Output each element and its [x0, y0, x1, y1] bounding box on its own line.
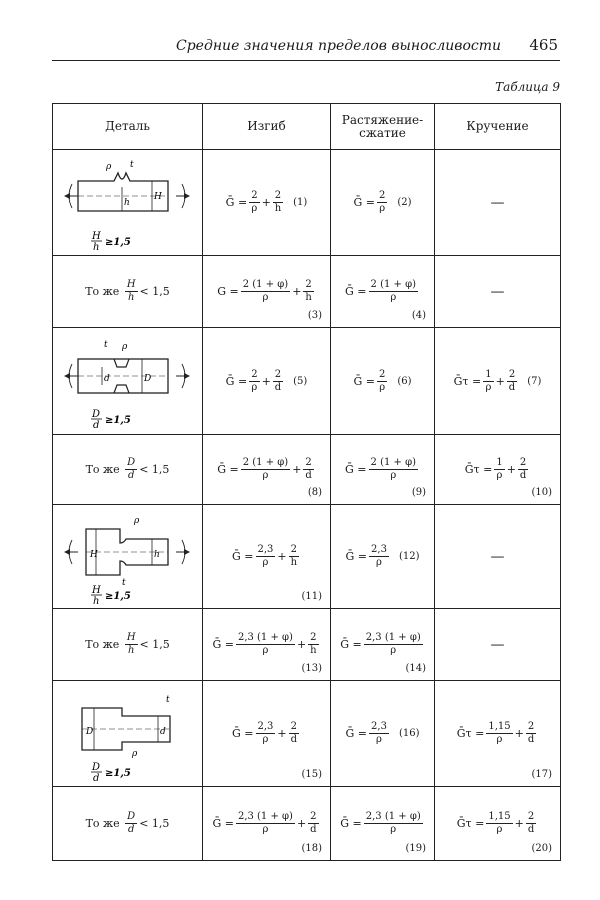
bending-cell: [203, 150, 331, 256]
tension-cell: [331, 787, 435, 861]
detail-cell: [53, 681, 203, 787]
sketch-label: t: [103, 340, 108, 350]
equation-number: (9): [411, 487, 426, 498]
formula: Ḡ = $\frac{2,3 (1 + \varphi)}{\rho}$ + $\frac{2}{d}$: [212, 811, 317, 835]
equation-number: (20): [531, 843, 552, 854]
detail-cell: [53, 505, 203, 609]
formula: Ḡ = $\frac{2 (1 + \varphi)}{\rho}$: [345, 457, 416, 481]
sketch-ratio-den: h: [92, 241, 99, 253]
sketch-ratio-den: d: [92, 772, 99, 784]
equation-number: (18): [301, 843, 322, 854]
table-row: [53, 787, 561, 861]
sketch-ratio-value: ≥1,5: [104, 767, 131, 779]
tension-cell: [331, 681, 435, 787]
sketch-label: H: [153, 191, 162, 202]
detail-cell: [53, 609, 203, 681]
fraction: $\frac{2}{\rho}$: [378, 368, 386, 393]
bending-cell: [203, 505, 331, 609]
table-row: [53, 435, 561, 505]
no-value-dash: —: [490, 283, 505, 300]
sketch-ratio-num: H: [91, 230, 101, 242]
no-value-dash: —: [490, 194, 505, 211]
fraction: $\frac{1}{\rho}$: [496, 457, 503, 481]
formula: Ḡτ = $\frac{1}{\rho}$ + $\frac{2}{d}$: [464, 457, 527, 481]
fraction: $\frac{2}{d}$: [290, 721, 298, 745]
formula: Ḡτ = $\frac{1,15}{\rho}$ + $\frac{2}{d}$: [456, 721, 535, 745]
tension-cell: [331, 256, 435, 328]
equation-number: (5): [293, 375, 308, 387]
bending-cell: [203, 787, 331, 861]
torsion-cell: [435, 505, 561, 609]
formula: Ḡ = $\frac{2}{\rho}$: [353, 368, 386, 393]
sketch-label: h: [153, 549, 160, 560]
fraction: $\frac{2 (1 + \varphi)}{\rho}$: [370, 457, 416, 481]
part-sketch-step-flat-plate: [62, 507, 194, 607]
fraction: $\frac{2}{\rho}$: [251, 368, 258, 393]
tension-cell: [331, 435, 435, 505]
no-value-dash: —: [490, 548, 505, 565]
fraction: $\frac{2}{d}$: [508, 368, 516, 393]
tension-cell: [331, 150, 435, 256]
sketch-ratio-value: ≥1,5: [104, 236, 131, 248]
sketch-label: D: [143, 374, 151, 384]
equation-number: (4): [411, 310, 426, 321]
part-sketch-step-round-shaft: [62, 684, 194, 784]
sketch-label: ρ: [121, 342, 127, 352]
detail-cell: [53, 787, 203, 861]
fraction: $\frac{1}{\rho}$: [485, 368, 492, 393]
table-row: [53, 681, 561, 787]
fraction: $\frac{2}{d}$: [519, 457, 527, 481]
formula: Ḡτ = $\frac{1}{\rho}$ + $\frac{2}{d}$: [453, 368, 516, 393]
equation-number: (10): [531, 487, 552, 498]
equation-number: (16): [398, 728, 420, 739]
formula: Ḡ = $\frac{2,3}{\rho}$ + $\frac{2}{d}$: [231, 721, 298, 745]
sketch-label: t: [165, 694, 170, 705]
sketch-label: t: [121, 577, 126, 588]
fraction: $\frac{2}{\rho}$: [378, 190, 386, 214]
tension-cell: [331, 328, 435, 435]
formula: Ḡ = $\frac{2,3}{\rho}$ + $\frac{2}{h}$: [231, 544, 298, 568]
fraction: $\frac{2,3}{\rho}$: [371, 544, 387, 568]
no-value-dash: —: [490, 636, 505, 653]
fraction: $\frac{2,3}{\rho}$: [371, 721, 387, 745]
page-number: 465: [529, 36, 558, 54]
fraction: $\frac{2}{d}$: [305, 457, 312, 481]
sketch-label: H: [89, 549, 98, 560]
fraction: $\frac{2}{h}$: [290, 544, 298, 568]
same-as-above-condition: То же $\frac{D}{d}$ < 1,5: [85, 457, 170, 481]
tension-cell: [331, 505, 435, 609]
fraction: $\frac{1,15}{\rho}$: [488, 811, 511, 835]
same-as-above-condition: То же $\frac{H}{h}$ < 1,5: [85, 632, 170, 656]
equation-number: (17): [531, 769, 552, 780]
sketch-label: ρ: [105, 161, 111, 172]
table-row: [53, 150, 561, 256]
fraction: $\frac{2}{d}$: [527, 721, 535, 745]
sketch-ratio-num: H: [91, 584, 101, 596]
formula: Ḡ = $\frac{2,3 (1 + \varphi)}{\rho}$ + $\frac{2}{h}$: [212, 632, 317, 656]
table-row: [53, 256, 561, 328]
torsion-cell: [435, 328, 561, 435]
formula: Ḡ = $\frac{2}{\rho}$ + $\frac{2}{h}$: [225, 190, 282, 214]
sketch-label: d: [159, 726, 166, 737]
table-label: Таблица 9: [495, 80, 560, 94]
part-sketch-groove-round-shaft: [62, 331, 194, 431]
detail-cell: [53, 256, 203, 328]
col-header-tension: Растяжение- сжатие: [331, 104, 435, 150]
tension-cell: [331, 609, 435, 681]
bending-cell: [203, 681, 331, 787]
bending-cell: [203, 328, 331, 435]
fraction: $\frac{2 (1 + \varphi)}{\rho}$: [370, 279, 416, 303]
equation-number: (6): [397, 375, 412, 387]
formula: Ḡ = $\frac{2,3}{\rho}$: [345, 721, 387, 745]
torsion-cell: [435, 150, 561, 256]
sketch-ratio-num: D: [91, 409, 100, 420]
sketch-ratio-den: d: [92, 420, 99, 431]
formula: Ḡ = $\frac{2 (1 + \varphi)}{\rho}$ + $\frac{2}{d}$: [217, 457, 312, 481]
sketch-label: ρ: [133, 515, 139, 526]
sketch-ratio-num: D: [91, 761, 100, 773]
sketch-label: d: [103, 374, 110, 384]
sketch-ratio-den: h: [92, 595, 99, 607]
equation-number: (7): [527, 375, 542, 387]
formula: Ḡτ = $\frac{1,15}{\rho}$ + $\frac{2}{d}$: [456, 811, 535, 835]
fraction: $\frac{2}{h}$: [274, 190, 282, 214]
fraction: $\frac{2}{d}$: [310, 811, 317, 835]
equation-number: (15): [301, 769, 322, 780]
same-as-above-condition: То же $\frac{D}{d}$ < 1,5: [85, 811, 170, 835]
formula: Ḡ = $\frac{2,3 (1 + \varphi)}{\rho}$: [340, 632, 421, 656]
table-row: [53, 609, 561, 681]
detail-cell: [53, 150, 203, 256]
part-sketch-groove-flat-plate: [62, 153, 194, 253]
table-header-row: [53, 104, 561, 150]
fraction: $\frac{1,15}{\rho}$: [488, 721, 511, 745]
fraction: $\frac{2}{d}$: [527, 811, 535, 835]
sketch-label: ρ: [131, 748, 137, 759]
endurance-table: [52, 103, 561, 861]
sketch-ratio-value: ≥1,5: [104, 590, 131, 602]
formula: Ḡ = $\frac{2,3}{\rho}$: [345, 544, 387, 568]
fraction: $\frac{2 (1 + \varphi)}{\rho}$: [242, 279, 289, 303]
equation-number: (12): [398, 551, 420, 562]
equation-number: (2): [397, 197, 412, 208]
torsion-cell: [435, 256, 561, 328]
fraction: $\frac{2}{d}$: [274, 368, 282, 393]
fraction: $\frac{2,3}{\rho}$: [257, 544, 274, 568]
col-header-detail: Деталь: [53, 104, 203, 150]
equation-number: (3): [307, 310, 322, 321]
bending-cell: [203, 435, 331, 505]
fraction: $\frac{2}{h}$: [310, 632, 317, 656]
torsion-cell: [435, 681, 561, 787]
sketch-ratio-value: ≥1,5: [104, 415, 131, 426]
detail-cell: [53, 435, 203, 505]
running-title: Средние значения пределов выносливости: [176, 38, 502, 54]
bending-cell: [203, 609, 331, 681]
formula: Ḡ = $\frac{2}{\rho}$ + $\frac{2}{d}$: [225, 368, 282, 393]
sketch-label: D: [85, 726, 93, 737]
equation-number: (19): [405, 843, 426, 854]
col-header-torsion: Кручение: [435, 104, 561, 150]
equation-number: (13): [301, 663, 322, 674]
table-row: [53, 328, 561, 435]
same-as-above-condition: То же $\frac{H}{h}$ < 1,5: [85, 279, 170, 303]
page-header: [52, 36, 560, 61]
fraction: $\frac{2,3 (1 + \varphi)}{\rho}$: [365, 811, 421, 835]
fraction: $\frac{2,3 (1 + \varphi)}{\rho}$: [237, 632, 293, 656]
col-header-bending: Изгиб: [203, 104, 331, 150]
equation-number: (11): [301, 591, 322, 602]
fraction: $\frac{2,3 (1 + \varphi)}{\rho}$: [237, 811, 293, 835]
sketch-label: t: [129, 159, 134, 170]
equation-number: (1): [293, 197, 308, 208]
fraction: $\frac{2 (1 + \varphi)}{\rho}$: [242, 457, 289, 481]
equation-number: (14): [405, 663, 426, 674]
formula: G = $\frac{2 (1 + \varphi)}{\rho}$ + $\frac{2}{h}$: [217, 279, 312, 303]
torsion-cell: [435, 435, 561, 505]
formula: Ḡ = $\frac{2}{\rho}$: [353, 190, 386, 214]
formula: Ḡ = $\frac{2 (1 + \varphi)}{\rho}$: [345, 279, 416, 303]
detail-cell: [53, 328, 203, 435]
equation-number: (8): [307, 487, 322, 498]
fraction: $\frac{2,3}{\rho}$: [257, 721, 274, 745]
fraction: $\frac{2,3 (1 + \varphi)}{\rho}$: [365, 632, 421, 656]
formula: Ḡ = $\frac{2,3 (1 + \varphi)}{\rho}$: [340, 811, 421, 835]
table-row: [53, 505, 561, 609]
torsion-cell: [435, 787, 561, 861]
torsion-cell: [435, 609, 561, 681]
fraction: $\frac{2}{\rho}$: [251, 190, 258, 214]
sketch-label: h: [123, 197, 130, 208]
fraction: $\frac{2}{h}$: [305, 279, 312, 303]
bending-cell: [203, 256, 331, 328]
